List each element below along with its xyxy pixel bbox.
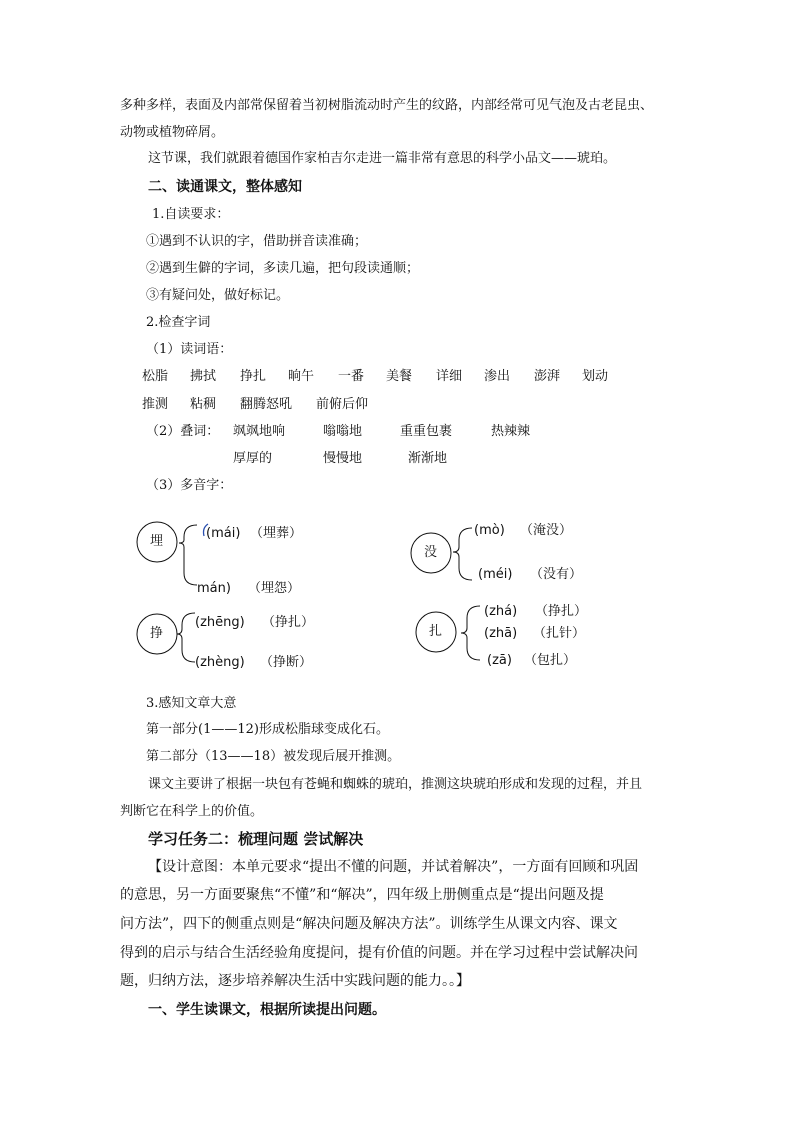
brace <box>453 528 472 580</box>
example-word: （埋怨） <box>248 581 301 596</box>
word: 翻腾怒吼 <box>240 397 293 412</box>
check-words-title: 2.检查字词 <box>146 315 211 330</box>
intro-line-2: 动物或植物碎屑。 <box>120 125 225 140</box>
pinyin: mán) <box>197 581 231 596</box>
overlap-word: 热辣辣 <box>491 424 531 439</box>
polyphone-char: 挣 <box>150 626 164 641</box>
main-idea-line-2: 判断它在科学上的价值。 <box>120 804 264 819</box>
pinyin: (méi) <box>478 567 513 582</box>
design-line-3: 问方法”，四下的侧重点则是“解决问题及解决方法”。训练学生从课文内容、课文 <box>120 916 618 932</box>
polyphone-char: 没 <box>424 545 438 560</box>
example-word: （没有） <box>530 567 583 582</box>
overlap-word: 厚厚的 <box>233 451 273 466</box>
design-line-4: 得到的启示与结合生活经验角度提问，提有价值的问题。并在学习过程中尝试解决问 <box>120 945 638 961</box>
word: 松脂 <box>142 369 169 384</box>
word: 澎湃 <box>534 369 561 384</box>
word: 划动 <box>582 369 609 384</box>
brace <box>461 606 480 660</box>
polyphone-label: （3）多音字： <box>146 478 233 493</box>
word: 粘稠 <box>190 397 217 412</box>
pinyin: (mò) <box>474 523 505 538</box>
word: 前俯后仰 <box>316 397 369 412</box>
overlap-word: 飒飒地响 <box>233 424 286 439</box>
word: 美餐 <box>386 369 413 384</box>
example-word: （挣断） <box>260 655 313 670</box>
main-idea-line-1: 课文主要讲了根据一块包有苍蝇和蜘蛛的琥珀，推测这块琥珀形成和发现的过程，并且 <box>148 777 643 792</box>
section2-heading: 二、读通课文，整体感知 <box>148 179 302 195</box>
overlap-word: 重重包裹 <box>400 424 453 439</box>
summary-part-1: 第一部分(1——12)形成松脂球变成化石。 <box>146 722 389 737</box>
word: 拂拭 <box>190 369 217 384</box>
task2-heading: 学习任务二：梳理问题 尝试解决 <box>148 830 364 848</box>
brace <box>179 525 197 585</box>
word: 渗出 <box>484 369 511 384</box>
example-word: （淹没） <box>520 523 573 538</box>
overlap-word: 慢慢地 <box>323 451 363 466</box>
polyphone-char: 扎 <box>429 624 443 639</box>
overlap-word: 嗡嗡地 <box>323 424 363 439</box>
word: 晌午 <box>288 369 315 384</box>
pinyin: (zā) <box>487 653 512 668</box>
word: 推测 <box>142 397 169 412</box>
summary-title: 3.感知文章大意 <box>146 696 237 711</box>
brace <box>177 613 195 662</box>
self-read-item-2: ②遇到生僻的字词，多读几遍，把句段读通顺； <box>146 261 420 276</box>
design-line-1: 【设计意图：本单元要求“提出不懂的问题，并试着解决”，一方面有回顾和巩固 <box>148 859 639 875</box>
pinyin: (zhā) <box>484 626 518 641</box>
intro-line-3: 这节课，我们就跟着德国作家柏吉尔走进一篇非常有意思的科学小品文——琥珀。 <box>148 151 617 166</box>
self-read-item-1: ①遇到不认识的字，借助拼音读准确； <box>146 234 368 249</box>
example-word: （埋葬） <box>250 526 303 541</box>
step1-heading: 一、学生读课文，根据所读提出问题。 <box>148 1002 386 1018</box>
pinyin: (zhēng) <box>195 615 245 630</box>
read-words-label: （1）读词语： <box>146 342 233 357</box>
summary-part-2: 第二部分（13——18）被发现后展开推测。 <box>146 749 401 764</box>
design-line-2: 的意思，另一方面要聚焦“不懂”和“解决”，四年级上册侧重点是“提出问题及提 <box>120 887 604 903</box>
overlap-word: 渐渐地 <box>408 451 448 466</box>
intro-line-1: 多种多样，表面及内部常保留着当初树脂流动时产生的纹路，内部经常可见气泡及古老昆虫、 <box>120 98 654 113</box>
example-word: （扎针） <box>533 626 586 641</box>
word: 详细 <box>436 369 463 384</box>
self-read-title: 1.自读要求： <box>152 207 230 222</box>
polyphone-char: 埋 <box>150 534 164 549</box>
word: 挣扎 <box>240 369 267 384</box>
pinyin: (zhèng) <box>195 655 245 670</box>
example-word: （挣扎） <box>262 615 315 630</box>
example-word: （挣扎） <box>535 604 588 619</box>
pinyin: (mái) <box>206 526 241 541</box>
self-read-item-3: ③有疑问处，做好标记。 <box>146 288 290 303</box>
pinyin: (zhá) <box>484 604 518 619</box>
overlap-words-label: （2）叠词： <box>146 424 220 439</box>
word: 一番 <box>338 369 365 384</box>
example-word: （包扎） <box>524 653 577 668</box>
design-line-5: 题，归纳方法，逐步培养解决生活中实践问题的能力。。】 <box>120 973 470 989</box>
